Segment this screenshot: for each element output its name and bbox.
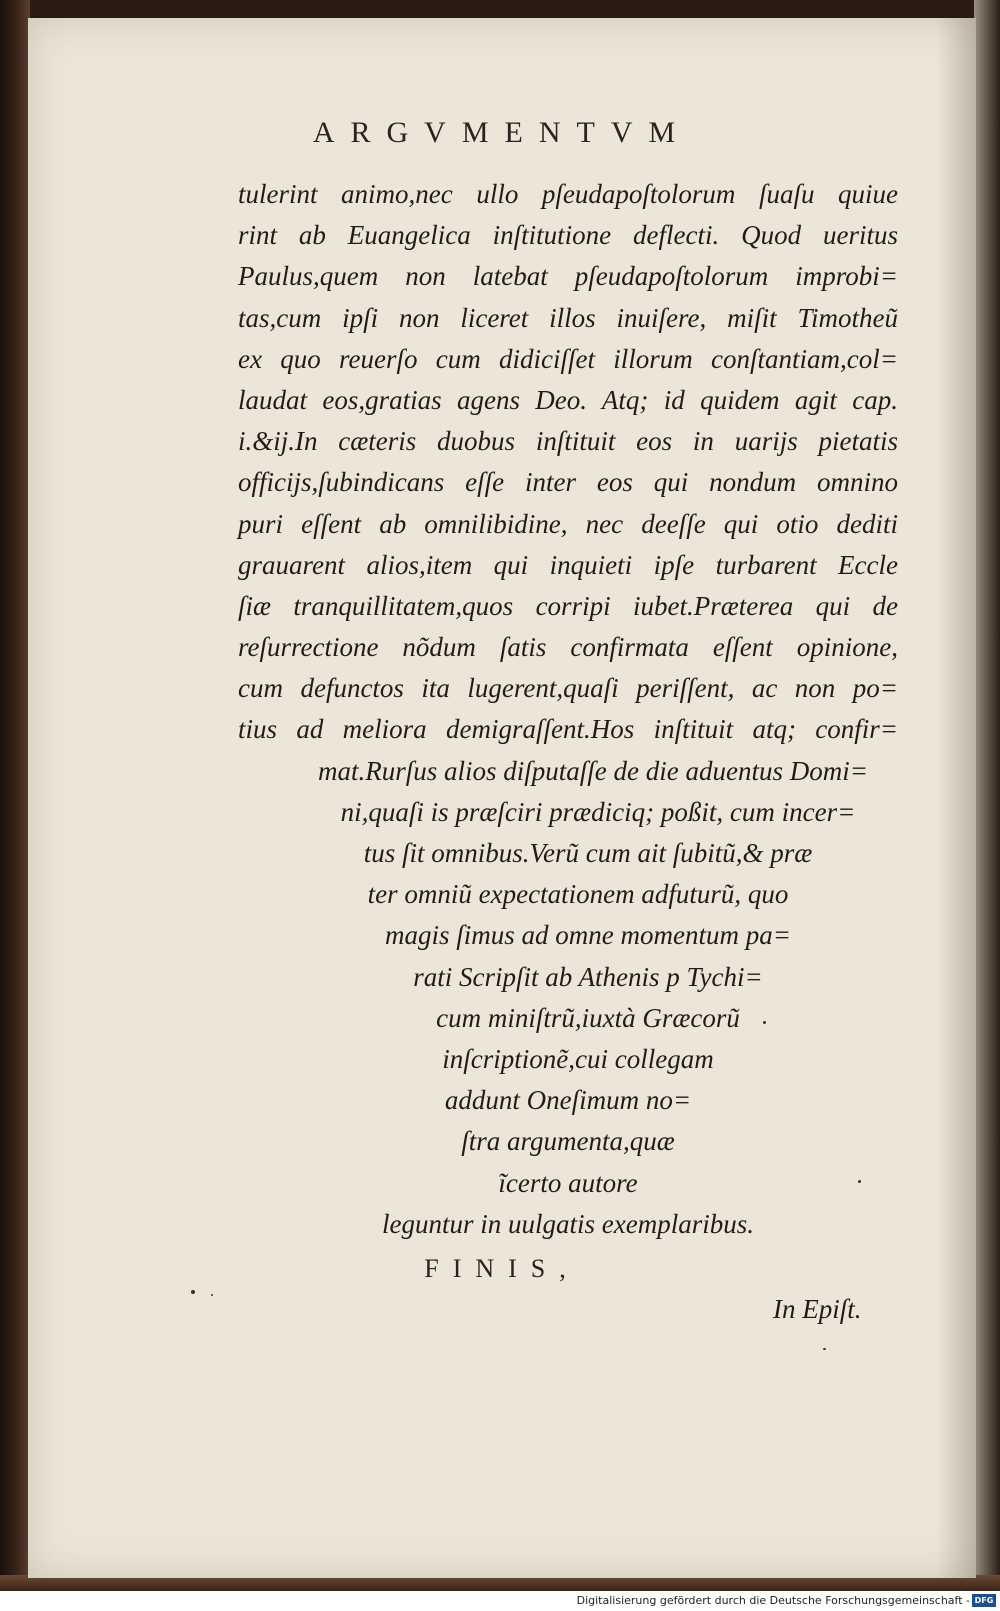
ink-speck xyxy=(763,1021,766,1024)
page-shadow xyxy=(936,18,976,1578)
text-line: cum defunctos ita lugerent,quaſi periſſent, ac non po= xyxy=(238,673,898,704)
text-line: tulerint animo,nec ullo pſeudapoſtolorum ſuaſu quiue xyxy=(238,179,898,209)
ink-speck xyxy=(211,1294,213,1296)
book-page xyxy=(28,18,976,1578)
text-line: addunt Oneſimum no= xyxy=(444,1085,692,1116)
text-line: grauarent alios,item qui inquieti ipſe turbarent Eccle xyxy=(238,549,898,580)
text-line: ni,quaſi is præſciri prædiciq; poßit, cum incer= xyxy=(340,796,856,827)
dfg-logo-icon: DFG xyxy=(972,1594,996,1607)
running-heading: ARGVMENTVM xyxy=(312,116,692,149)
text-line: Paulus,quem non latebat pſeudapoſtolorum improbi= xyxy=(238,261,898,292)
text-line: tius ad meliora demigraſſent.Hos inſtituit atq; confir= xyxy=(238,714,898,745)
text-line: inſcriptionẽ,cui collegam xyxy=(442,1043,714,1074)
text-line: cum miniſtrũ,iuxtà Græcorũ xyxy=(436,1002,740,1033)
text-line: ĩcerto autore xyxy=(498,1167,638,1198)
ink-speck xyxy=(191,1290,195,1294)
text-line: magis ſimus ad omne momentum pa= xyxy=(385,920,791,951)
text-line: leguntur in uulgatis exemplaribus. xyxy=(382,1208,754,1239)
finis-mark: FINIS, xyxy=(424,1254,580,1283)
digitization-footer xyxy=(0,1591,1000,1611)
text-line: tus ſit omnibus.Verũ cum ait ſubitũ,& præ xyxy=(363,838,813,868)
ink-speck xyxy=(858,1180,861,1183)
text-line: officijs,ſubindicans eſſe inter eos qui nondum omnino xyxy=(238,467,898,498)
text-line: ter omniũ expectationem adfuturũ, quo xyxy=(367,879,789,910)
page-stack-edge xyxy=(974,0,1000,1591)
book-spine-edge xyxy=(0,0,30,1591)
body-text-block xyxy=(238,174,898,1245)
text-line: ſtra argumenta,quæ xyxy=(461,1126,675,1157)
text-line: tas,cum ipſi non liceret illos inuiſere, miſit Timotheũ xyxy=(238,302,898,333)
text-line: i.&ij.In cæteris duobus inſtituit eos in uarijs pietatis xyxy=(238,426,898,457)
funding-credit: Digitalisierung gefördert durch die Deutsche Forschungsgemeinschaft - xyxy=(576,1594,970,1607)
text-line: laudat eos,gratias agens Deo. Atq; id quidem agit cap. xyxy=(238,384,898,415)
text-line: rint ab Euangelica inſtitutione deflecti. Quod ueritus xyxy=(238,220,898,251)
text-line: mat.Rurſus alios diſputaſſe de die aduentus Domi= xyxy=(318,755,868,786)
catchword: In Epiſt. xyxy=(773,1294,862,1324)
ink-speck xyxy=(823,1348,826,1350)
text-line: puri eſſent ab omnilibidine, nec deeſſe qui otio dediti xyxy=(238,508,898,539)
text-line: rati Scripſit ab Athenis p Tychi= xyxy=(413,961,763,992)
text-line: reſurrectione nõdum ſatis confirmata eſſent opinione, xyxy=(238,632,898,663)
text-line: ex quo reuerſo cum didiciſſet illorum conſtantiam,col= xyxy=(238,343,898,374)
text-line: ſiæ tranquillitatem,quos corripi iubet.Præterea qui de xyxy=(238,590,898,621)
